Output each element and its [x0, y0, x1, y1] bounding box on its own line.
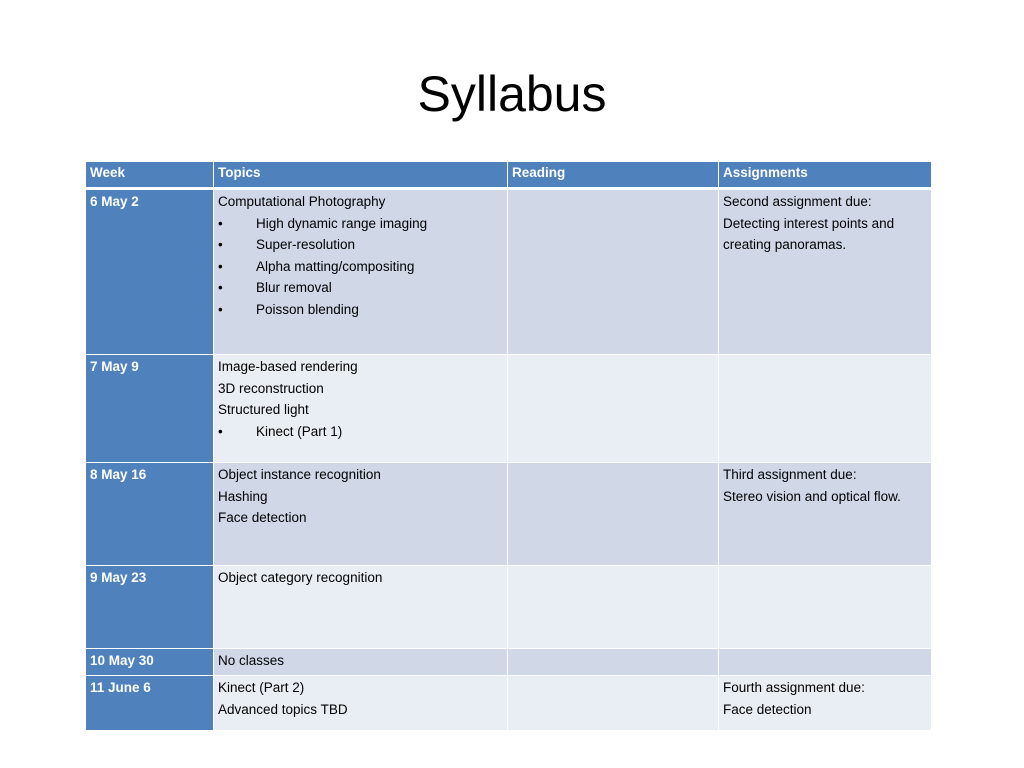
assignments-cell [719, 463, 932, 566]
topic-bullet-item [218, 213, 503, 235]
header-topics: Topics [214, 162, 508, 189]
table-row [86, 566, 932, 649]
week-cell: 10 May 30 [86, 649, 214, 676]
topic-item: Object category recognition [218, 570, 383, 585]
bullet-icon: • [218, 258, 223, 274]
topic-item: Image-based rendering [218, 359, 358, 374]
bullet-icon: • [218, 301, 223, 317]
topics-cell [214, 649, 508, 676]
table-header [86, 162, 932, 189]
assignment-line: Stereo vision and optical flow. [723, 488, 901, 504]
assignments-cell [719, 189, 932, 355]
topics-cell [214, 463, 508, 566]
topic-item: 3D reconstruction [218, 380, 324, 396]
bullet-icon: • [218, 237, 223, 252]
reading-cell [508, 676, 719, 731]
week-cell: 11 June 6 [86, 676, 214, 731]
topic-item: Face detection [218, 510, 307, 525]
topic-item: Hashing [218, 488, 268, 504]
topic-bullet-item [218, 256, 503, 278]
bullet-icon: • [218, 215, 223, 231]
header-week: Week [86, 162, 214, 189]
header-reading: Reading [508, 162, 719, 189]
week-cell: 6 May 2 [86, 189, 214, 355]
table-row [86, 649, 932, 676]
bullet-icon: • [218, 280, 223, 295]
assignments-cell [719, 649, 932, 676]
topic-bullet-item [218, 299, 503, 321]
topics-cell [214, 566, 508, 649]
table-row [86, 463, 932, 566]
topics-cell [214, 355, 508, 463]
topic-text: Poisson blending [256, 301, 359, 317]
table-row [86, 355, 932, 463]
slide-title: Syllabus [417, 66, 607, 122]
week-cell: 7 May 9 [86, 355, 214, 463]
assignment-line: Detecting interest points and [723, 215, 895, 231]
topic-item: Object instance recognition [218, 467, 381, 482]
table-body [86, 189, 932, 731]
topics-cell [214, 189, 508, 355]
bullet-icon: • [218, 423, 223, 439]
topic-bullet-item [218, 234, 503, 256]
topic-item: Computational Photography [218, 194, 386, 209]
reading-cell [508, 566, 719, 649]
topic-item: No classes [218, 653, 285, 668]
topic-bullet-item [218, 421, 503, 443]
week-cell: 9 May 23 [86, 566, 214, 649]
topic-text: Alpha matting/compositing [256, 258, 415, 274]
table-row [86, 189, 932, 355]
assignment-line: Face detection [723, 701, 812, 717]
reading-cell [508, 355, 719, 463]
topic-item: Structured light [218, 402, 309, 417]
syllabus-table [85, 161, 932, 731]
table-row [86, 676, 932, 731]
assignment-line: creating panoramas. [723, 237, 847, 252]
topic-text: Blur removal [256, 280, 332, 295]
topic-item: Advanced topics TBD [218, 701, 348, 717]
assignments-cell [719, 355, 932, 463]
header-assignments: Assignments [719, 162, 932, 189]
assignment-line: Third assignment due: [723, 467, 857, 482]
reading-cell [508, 649, 719, 676]
header-row [86, 162, 932, 189]
topic-text: High dynamic range imaging [256, 215, 428, 231]
week-cell: 8 May 16 [86, 463, 214, 566]
reading-cell [508, 189, 719, 355]
reading-cell [508, 463, 719, 566]
assignments-cell [719, 676, 932, 731]
topics-cell [214, 676, 508, 731]
topic-text: Kinect (Part 1) [256, 423, 343, 439]
assignment-line: Fourth assignment due: [723, 680, 865, 695]
topic-item: Kinect (Part 2) [218, 680, 305, 695]
topic-bullet-item [218, 277, 503, 299]
topic-text: Super-resolution [256, 237, 356, 252]
assignment-line: Second assignment due: [723, 194, 872, 209]
assignments-cell [719, 566, 932, 649]
